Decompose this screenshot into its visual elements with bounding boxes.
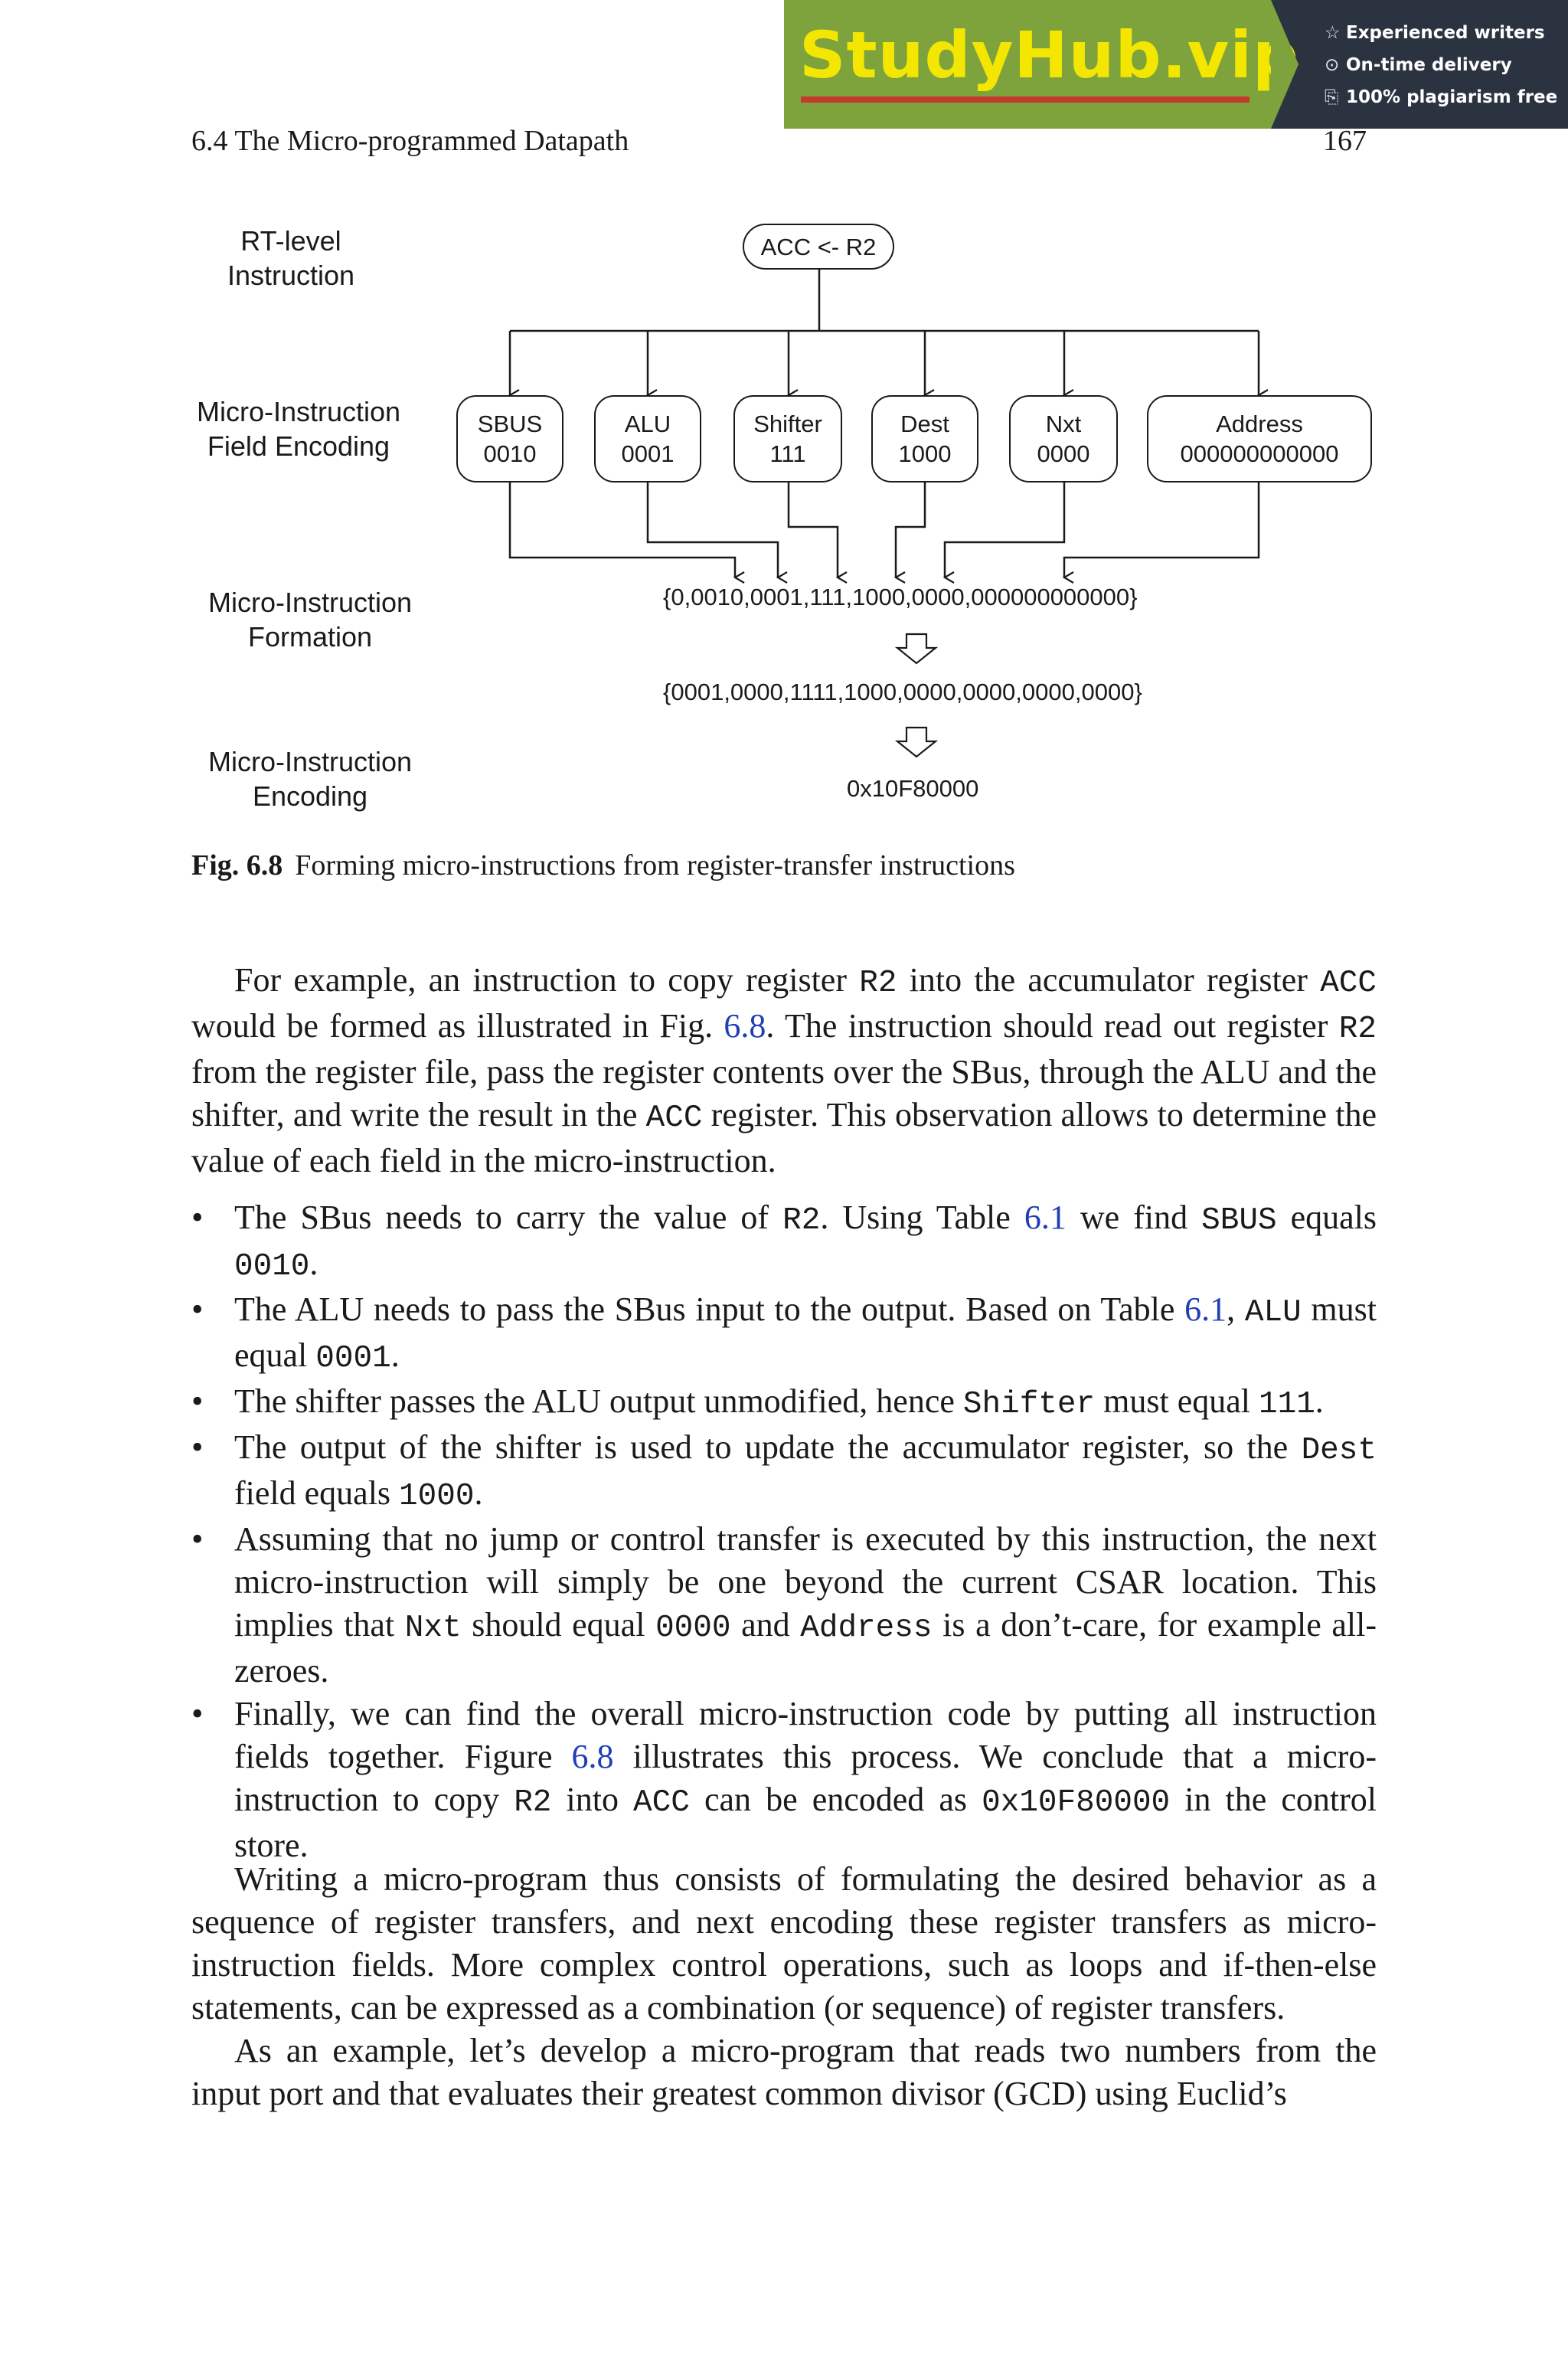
studyhub-logo[interactable] (784, 0, 1300, 129)
stage-label-encoding: Micro-Instruction Encoding (207, 746, 413, 812)
page-number: 167 (1323, 125, 1367, 157)
caption-number: Fig. 6.8 (191, 849, 283, 882)
encode-arrow (897, 728, 936, 757)
list-item: • Finally, we can find the overall micro-instruction code by putting all instruction fields together. Figure 6.8 illustrates this process. We conclude that a micro-instruction to copy R2 into ACC can be encoded as 0x10F80000 in the control store. (191, 1695, 1377, 1864)
shifter-to-formation (789, 481, 838, 577)
logo-text: StudyHub.vip (799, 18, 1300, 93)
feature-experienced-writers: ☆ Experienced writers (1325, 17, 1568, 49)
field-derivation-list (191, 1196, 1377, 1867)
caption-text: Forming micro-instructions from register-transfer instructions (295, 849, 1015, 882)
paragraph-micro-program: Writing a micro-program thus consists of formulating the desired behavior as a sequence of register transfers, and next encoding these register transfers as micro-instruction fields. More complex control operations, such as loops and if-then-else statements, can be expressed as a combination (or sequence) of register transfers. (191, 1860, 1377, 2026)
logo-underline (801, 96, 1250, 103)
regrouped-string: {0001,0000,1111,1000,0000,0000,0000,0000} (663, 679, 1142, 705)
field-box-nxt: Nxt 0000 (1009, 395, 1118, 482)
field-box-address: Address 000000000000 (1147, 395, 1372, 482)
field-box-sbus: SBUS 0010 (456, 395, 564, 482)
alu-to-formation (648, 481, 778, 577)
table-reference-link[interactable]: 6.1 (1184, 1290, 1227, 1328)
running-head-section: 6.4 The Micro-programmed Datapath (191, 125, 629, 157)
field-box-dest: Dest 1000 (871, 395, 978, 482)
figure-reference-link[interactable]: 6.8 (571, 1738, 614, 1775)
stage-label-rt-instruction: RT-level Instruction (227, 225, 355, 291)
list-item: • The shifter passes the ALU output unmodified, hence Shifter must equal 111. (191, 1382, 1324, 1422)
address-to-formation (1064, 481, 1259, 577)
paragraph-gcd-example: As an example, let’s develop a micro-program that reads two numbers from the input port and that evaluates their greatest common divisor (GCD) using Euclid’s (191, 2032, 1377, 2112)
feature-plagiarism-free: ⎘ 100% plagiarism free (1325, 81, 1568, 113)
formation-string: {0,0010,0001,111,1000,0000,000000000000} (663, 584, 1138, 610)
studyhub-banner[interactable] (784, 0, 1568, 129)
regroup-arrow (897, 634, 936, 663)
star-icon: ☆ (1325, 23, 1341, 43)
rt-instruction-box: ACC <- R2 (743, 224, 894, 270)
document-icon: ⎘ (1325, 87, 1339, 107)
list-item: • The output of the shifter is used to update the accumulator register, so the Dest field equals 1000. (191, 1428, 1377, 1514)
list-item: • Assuming that no jump or control transfer is executed by this instruction, the next micro-instruction will simply be one beyond the current CSAR location. This implies that Nxt should equal 0000 and Address is a don’t-care, for example all-zeroes. (191, 1520, 1377, 1689)
figure-reference-link[interactable]: 6.8 (724, 1007, 766, 1045)
figure-caption (191, 849, 1015, 882)
field-box-shifter: Shifter 111 (733, 395, 842, 482)
nxt-to-formation (945, 481, 1064, 577)
banner-features (1271, 0, 1568, 129)
stage-label-formation: Micro-Instruction Formation (207, 587, 413, 653)
feature-on-time-delivery: ⊙ On-time delivery (1325, 49, 1568, 81)
clock-icon: ⊙ (1325, 55, 1340, 75)
paragraph-example: For example, an instruction to copy register R2 into the accumulator register ACC would be formed as illustrated in Fig. 6.8. The instruction should read out register R2 from the register file, pass the register contents over the SBus, through the ALU and the shifter, and write the result in the ACC register. This observation allows to determine the value of each field in the micro-instruction. (191, 961, 1377, 1179)
field-box-alu: ALU 0001 (594, 395, 701, 482)
dest-to-formation (896, 481, 925, 577)
list-item: • The SBus needs to carry the value of R2. Using Table 6.1 we find SBUS equals 0010. (191, 1199, 1377, 1284)
stage-label-field-encoding: Micro-Instruction Field Encoding (196, 396, 401, 462)
sbus-to-formation (510, 481, 735, 577)
table-reference-link[interactable]: 6.1 (1024, 1199, 1067, 1236)
encoding-string: 0x10F80000 (847, 775, 979, 802)
list-item: • The ALU needs to pass the SBus input to the output. Based on Table 6.1, ALU must equal 0001. (191, 1290, 1377, 1376)
